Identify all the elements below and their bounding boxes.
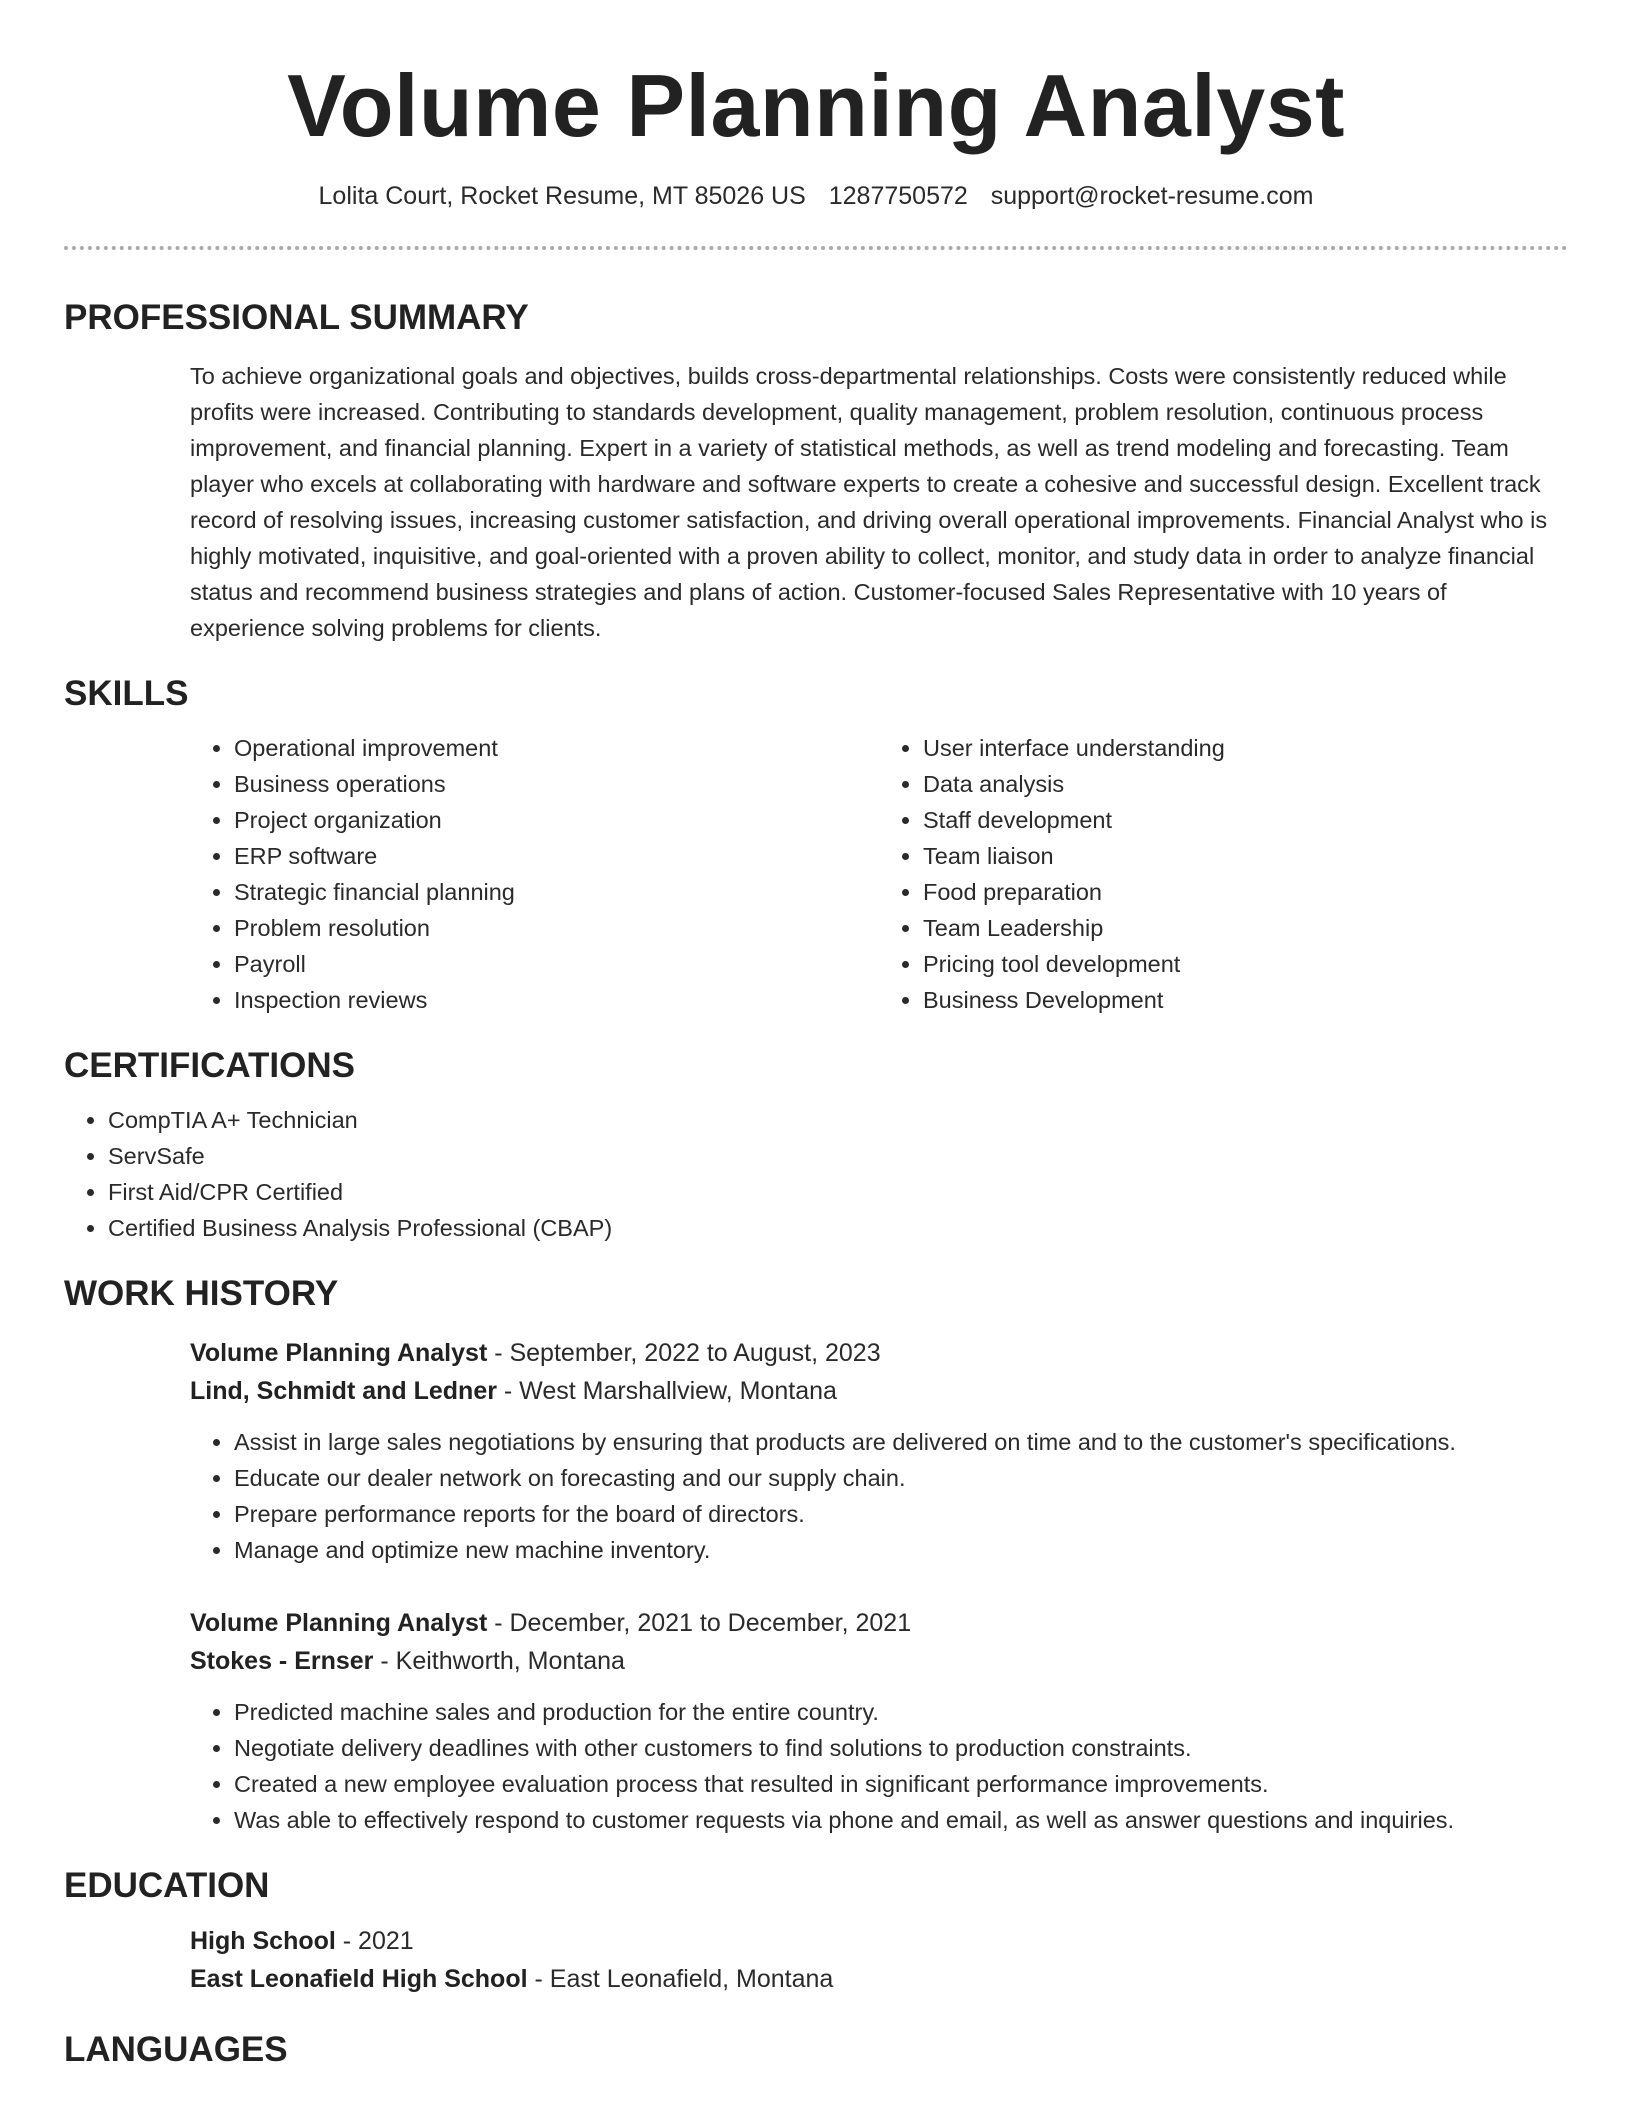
skill-item: • Payroll	[234, 946, 879, 982]
job-location: - Keithworth, Montana	[373, 1647, 625, 1675]
job-bullet: • Created a new employee evaluation process that resulted in significant performance improvements.	[234, 1766, 1568, 1802]
skill-item: • Team Leadership	[923, 910, 1568, 946]
work-history-section	[64, 1272, 1568, 1838]
summary-heading: PROFESSIONAL SUMMARY	[64, 298, 529, 337]
job-role: Volume Planning Analyst	[190, 1609, 488, 1637]
skill-item: • Problem resolution	[234, 910, 879, 946]
job-entry	[190, 1334, 1568, 1568]
contact-address: Lolita Court, Rocket Resume, MT 85026 US	[318, 182, 806, 210]
job-bullet: • Negotiate delivery deadlines with other customers to find solutions to production constraints.	[234, 1730, 1568, 1766]
education-section	[64, 1864, 1568, 1998]
job-entry	[190, 1604, 1568, 1838]
work-history-heading: WORK HISTORY	[64, 1274, 339, 1313]
certifications-section	[64, 1044, 1568, 1246]
job-bullets	[190, 1694, 1568, 1838]
education-year: - 2021	[335, 1927, 414, 1955]
resume-name: Volume Planning Analyst	[287, 56, 1345, 155]
skill-item: • Team liaison	[923, 838, 1568, 874]
education-heading: EDUCATION	[64, 1866, 270, 1905]
education-degree-line	[190, 1922, 1568, 1960]
job-dates: - September, 2022 to August, 2023	[487, 1339, 881, 1367]
certification-item: • CompTIA A+ Technician	[108, 1102, 1568, 1138]
skill-item: • User interface understanding	[923, 730, 1568, 766]
education-school-line	[190, 1960, 1568, 1998]
job-company: Stokes - Ernser	[190, 1647, 374, 1675]
job-bullets	[190, 1424, 1568, 1568]
job-bullet: • Prepare performance reports for the board of directors.	[234, 1496, 1568, 1532]
certification-item: • ServSafe	[108, 1138, 1568, 1174]
job-title-line	[190, 1334, 1568, 1372]
skill-item: • Data analysis	[923, 766, 1568, 802]
skill-item: • Staff development	[923, 802, 1568, 838]
skill-item: • Business Development	[923, 982, 1568, 1018]
job-company-line	[190, 1642, 1568, 1680]
job-bullet: • Predicted machine sales and production for the entire country.	[234, 1694, 1568, 1730]
skill-item: • Operational improvement	[234, 730, 879, 766]
skill-item: • Project organization	[234, 802, 879, 838]
job-bullet: • Was able to effectively respond to customer requests via phone and email, as well as answer questions and inquiries.	[234, 1802, 1568, 1838]
skill-item: • Food preparation	[923, 874, 1568, 910]
header-divider	[64, 246, 1568, 250]
certification-item: • Certified Business Analysis Professional (CBAP)	[108, 1210, 1568, 1246]
job-company: Lind, Schmidt and Ledner	[190, 1377, 497, 1405]
education-degree: High School	[190, 1927, 336, 1955]
certifications-list	[64, 1102, 1568, 1246]
skill-item: • Pricing tool development	[923, 946, 1568, 982]
contact-line	[64, 180, 1568, 212]
certifications-heading: CERTIFICATIONS	[64, 1046, 356, 1085]
skill-item: • Strategic financial planning	[234, 874, 879, 910]
skill-item: • ERP software	[234, 838, 879, 874]
education-school: East Leonafield High School	[190, 1965, 528, 1993]
contact-phone: 1287750572	[828, 182, 968, 210]
job-title-line	[190, 1604, 1568, 1642]
resume-page	[64, 0, 1568, 2072]
skills-list-left	[190, 730, 879, 1018]
summary-section	[64, 296, 1568, 646]
job-company-line	[190, 1372, 1568, 1410]
job-role: Volume Planning Analyst	[190, 1339, 488, 1367]
skills-grid	[190, 716, 1568, 1018]
job-location: - West Marshallview, Montana	[496, 1377, 837, 1405]
skills-list-right	[879, 730, 1568, 1018]
job-bullet: • Manage and optimize new machine inventory.	[234, 1532, 1568, 1568]
job-dates: - December, 2021 to December, 2021	[487, 1609, 912, 1637]
skills-heading: SKILLS	[64, 674, 189, 713]
languages-heading: LANGUAGES	[64, 2030, 288, 2069]
skills-section	[64, 672, 1568, 1018]
job-bullet: • Educate our dealer network on forecasting and our supply chain.	[234, 1460, 1568, 1496]
summary-text: To achieve organizational goals and objectives, builds cross-departmental relationships. Costs were consistently reduced while profits were increased. Contributing to standards development, quality management, problem resolution, continuous process improvement, and financial planning. Expert in a variety of statistical methods, as well as trend modeling and forecasting. Team player who excels at collaborating with hardware and software experts to create a cohesive and successful design. Excellent track record of resolving issues, increasing customer satisfaction, and driving overall operational improvements. Financial Analyst who is highly motivated, inquisitive, and goal-oriented with a proven ability to collect, monitor, and study data in order to analyze financial status and recommend business strategies and plans of action. Customer-focused Sales Representative with 10 years of experience solving problems for clients.	[190, 363, 1548, 641]
contact-email[interactable]: support@rocket-resume.com	[990, 182, 1314, 210]
languages-section	[64, 2028, 1568, 2072]
education-entry	[190, 1922, 1568, 1998]
education-location: - East Leonafield, Montana	[527, 1965, 834, 1993]
certification-item: • First Aid/CPR Certified	[108, 1174, 1568, 1210]
skill-item: • Inspection reviews	[234, 982, 879, 1018]
skill-item: • Business operations	[234, 766, 879, 802]
job-bullet: • Assist in large sales negotiations by ensuring that products are delivered on time and to the customer's specifications.	[234, 1424, 1568, 1460]
